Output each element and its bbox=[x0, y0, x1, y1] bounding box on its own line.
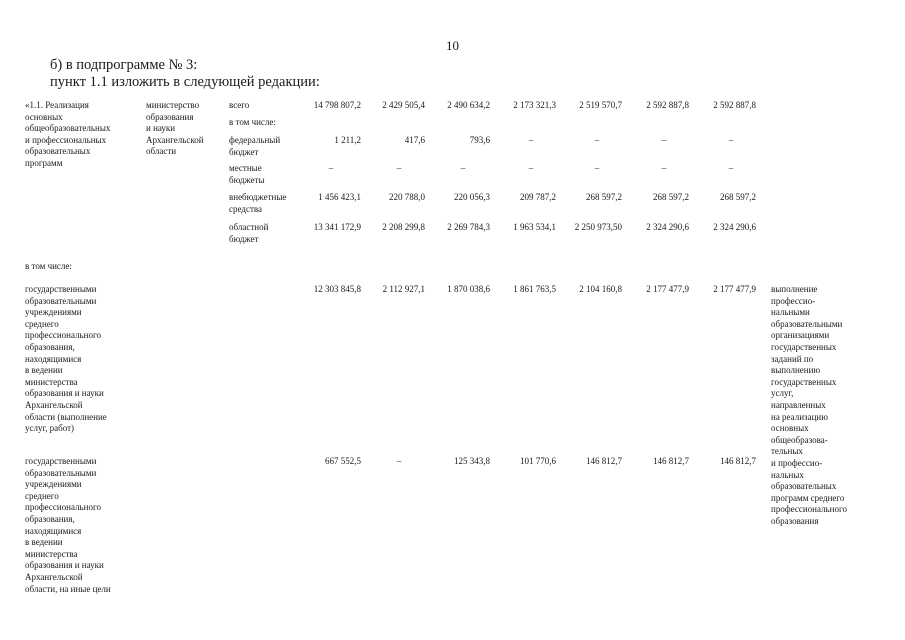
funding-value-cell: 2 490 634,2 bbox=[447, 100, 490, 110]
result-text-line: организациями bbox=[771, 330, 830, 341]
subrow-value-cell: 12 303 845,8 bbox=[313, 284, 361, 294]
funding-source-label: внебюджетные bbox=[229, 192, 287, 202]
subrow-name-line: образования, bbox=[25, 514, 75, 524]
subrow-name-line: учреждениями bbox=[25, 307, 82, 318]
heading-line-2: пункт 1.1 изложить в следующей редакции: bbox=[50, 74, 320, 90]
funding-value-cell: – bbox=[728, 135, 734, 145]
subrow-value-cell: 2 104 160,8 bbox=[579, 284, 622, 294]
result-text-line: государственных bbox=[771, 342, 837, 352]
funding-value-cell: 268 597,2 bbox=[653, 192, 689, 202]
funding-value-cell: – bbox=[460, 163, 466, 173]
result-text-line: заданий по bbox=[771, 353, 814, 364]
funding-value-cell: 1 456 423,1 bbox=[318, 192, 361, 202]
result-text-line: выполнение bbox=[771, 284, 818, 294]
funding-value-cell: 14 798 807,2 bbox=[313, 100, 361, 110]
funding-value-cell: 2 592 887,8 bbox=[713, 100, 756, 110]
result-text-line: тельных bbox=[771, 446, 803, 457]
result-text-line: образования bbox=[771, 516, 819, 526]
subrow-value-cell: 2 177 477,9 bbox=[713, 284, 756, 294]
result-text-line: государственных bbox=[771, 376, 837, 387]
subrow-value-cell: 2 112 927,1 bbox=[382, 284, 425, 294]
subrow-value-cell: 1 861 763,5 bbox=[513, 284, 556, 294]
subrow-name-line: министерства bbox=[25, 548, 78, 559]
result-text-line: и профессио- bbox=[771, 458, 823, 468]
subrow-value-cell: 146 812,7 bbox=[653, 456, 689, 466]
result-text-line: нальных bbox=[771, 469, 804, 480]
result-text-line: на реализацию bbox=[771, 411, 828, 422]
funding-source-label: бюджет bbox=[229, 233, 259, 244]
executor-line: Архангельской bbox=[146, 134, 204, 145]
subrow-name-line: в ведении bbox=[25, 365, 63, 376]
funding-value-cell: – bbox=[528, 135, 534, 145]
funding-value-cell: 2 429 505,4 bbox=[382, 100, 425, 110]
result-text-line: профессионального bbox=[771, 504, 847, 515]
subrow-value-cell: 667 552,5 bbox=[325, 456, 361, 466]
funding-value-cell: – bbox=[528, 163, 534, 173]
funding-source-label: бюджеты bbox=[229, 174, 265, 185]
funding-source-label: в том числе: bbox=[229, 117, 276, 127]
funding-value-cell: – bbox=[328, 163, 334, 173]
funding-value-cell: 2 324 290,6 bbox=[713, 222, 756, 232]
subrow-name-line: находящимися bbox=[25, 525, 82, 536]
funding-value-cell: 2 173 321,3 bbox=[513, 100, 556, 110]
subrow-value-cell: 146 812,7 bbox=[720, 456, 756, 466]
subrow-value-cell: 146 812,7 bbox=[586, 456, 622, 466]
funding-value-cell: 1 211,2 bbox=[334, 135, 361, 145]
subrow-name-line: образования, bbox=[25, 342, 75, 352]
subrow-name-line: образовательными bbox=[25, 467, 97, 478]
funding-source-label: федеральный bbox=[229, 135, 281, 145]
subrow-name-line: образования и науки bbox=[25, 560, 104, 571]
subrow-name-line: профессионального bbox=[25, 502, 101, 513]
funding-source-label: областной bbox=[229, 222, 269, 232]
funding-value-cell: 417,6 bbox=[404, 135, 425, 145]
executor-line: и науки bbox=[146, 123, 176, 134]
result-text-line: выполнению bbox=[771, 365, 821, 376]
subrow-value-cell: 125 343,8 bbox=[454, 456, 490, 466]
funding-value-cell: 1 963 534,1 bbox=[513, 222, 556, 232]
item-name-line: «1.1. Реализация bbox=[25, 100, 89, 110]
executor-line: образования bbox=[146, 111, 194, 122]
executor-line: министерство bbox=[146, 100, 200, 110]
funding-value-cell: – bbox=[396, 163, 402, 173]
subrow-name-line: среднего bbox=[25, 318, 59, 329]
funding-value-cell: 2 519 570,7 bbox=[579, 100, 622, 110]
funding-value-cell: – bbox=[661, 163, 667, 173]
result-text-line: программ среднего bbox=[771, 492, 845, 503]
item-name-line: основных bbox=[25, 111, 63, 122]
subrow-name-line: учреждениями bbox=[25, 479, 82, 490]
funding-value-cell: 13 341 172,9 bbox=[313, 222, 361, 232]
funding-value-cell: 793,6 bbox=[469, 135, 490, 145]
funding-value-cell: 209 787,2 bbox=[520, 192, 556, 202]
result-text-line: образовательных bbox=[771, 481, 837, 492]
result-text-line: образовательными bbox=[771, 318, 843, 329]
funding-value-cell: 2 208 299,8 bbox=[382, 222, 425, 232]
subrow-value-cell: – bbox=[396, 456, 402, 466]
subrow-name-line: профессионального bbox=[25, 330, 101, 341]
subrow-name-line: образовательными bbox=[25, 295, 97, 306]
subrow-name-line: Архангельской bbox=[25, 572, 83, 582]
funding-value-cell: – bbox=[594, 163, 600, 173]
item-name-line: программ bbox=[25, 158, 63, 168]
funding-source-label: всего bbox=[229, 100, 250, 110]
funding-value-cell: 220 788,0 bbox=[389, 192, 425, 202]
including-label: в том числе: bbox=[25, 261, 72, 271]
executor-line: области bbox=[146, 146, 177, 157]
subrow-name-line: находящимися bbox=[25, 353, 82, 364]
item-name-line: образовательных bbox=[25, 146, 91, 157]
subrow-name-line: министерства bbox=[25, 376, 78, 387]
subrow-name-line: государственными bbox=[25, 456, 97, 466]
subrow-name-line: государственными bbox=[25, 284, 97, 294]
funding-value-cell: – bbox=[594, 135, 600, 145]
subrow-value-cell: 1 870 038,6 bbox=[447, 284, 490, 294]
page-number: 10 bbox=[446, 38, 459, 53]
heading-line-1: б) в подпрограмме № 3: bbox=[50, 57, 198, 73]
result-text-line: профессио- bbox=[771, 295, 816, 306]
subrow-name-line: среднего bbox=[25, 490, 59, 501]
subrow-name-line: области (выполнение bbox=[25, 411, 107, 422]
funding-value-cell: 2 324 290,6 bbox=[646, 222, 689, 232]
subrow-name-line: услуг, работ) bbox=[25, 423, 75, 434]
funding-value-cell: 220 056,3 bbox=[454, 192, 490, 202]
item-name-line: и профессиональных bbox=[25, 134, 107, 145]
result-text-line: услуг, bbox=[771, 388, 794, 399]
funding-value-cell: 2 250 973,50 bbox=[574, 222, 622, 232]
funding-source-label: местные bbox=[229, 163, 262, 173]
item-name-line: общеобразовательных bbox=[25, 123, 111, 134]
subrow-name-line: области, на иные цели bbox=[25, 583, 111, 594]
subrow-name-line: Архангельской bbox=[25, 400, 83, 410]
result-text-line: основных bbox=[771, 423, 809, 434]
funding-value-cell: 268 597,2 bbox=[586, 192, 622, 202]
funding-value-cell: 2 269 784,3 bbox=[447, 222, 490, 232]
funding-value-cell: 2 592 887,8 bbox=[646, 100, 689, 110]
subrow-value-cell: 2 177 477,9 bbox=[646, 284, 689, 294]
funding-value-cell: 268 597,2 bbox=[720, 192, 756, 202]
result-text-line: направленных bbox=[771, 400, 826, 410]
subrow-value-cell: 101 770,6 bbox=[520, 456, 556, 466]
result-text-line: общеобразова- bbox=[771, 434, 828, 445]
funding-value-cell: – bbox=[728, 163, 734, 173]
funding-source-label: средства bbox=[229, 203, 263, 214]
subrow-name-line: в ведении bbox=[25, 537, 63, 548]
funding-value-cell: – bbox=[661, 135, 667, 145]
funding-source-label: бюджет bbox=[229, 146, 259, 157]
result-text-line: нальными bbox=[771, 307, 810, 318]
subrow-name-line: образования и науки bbox=[25, 388, 104, 399]
